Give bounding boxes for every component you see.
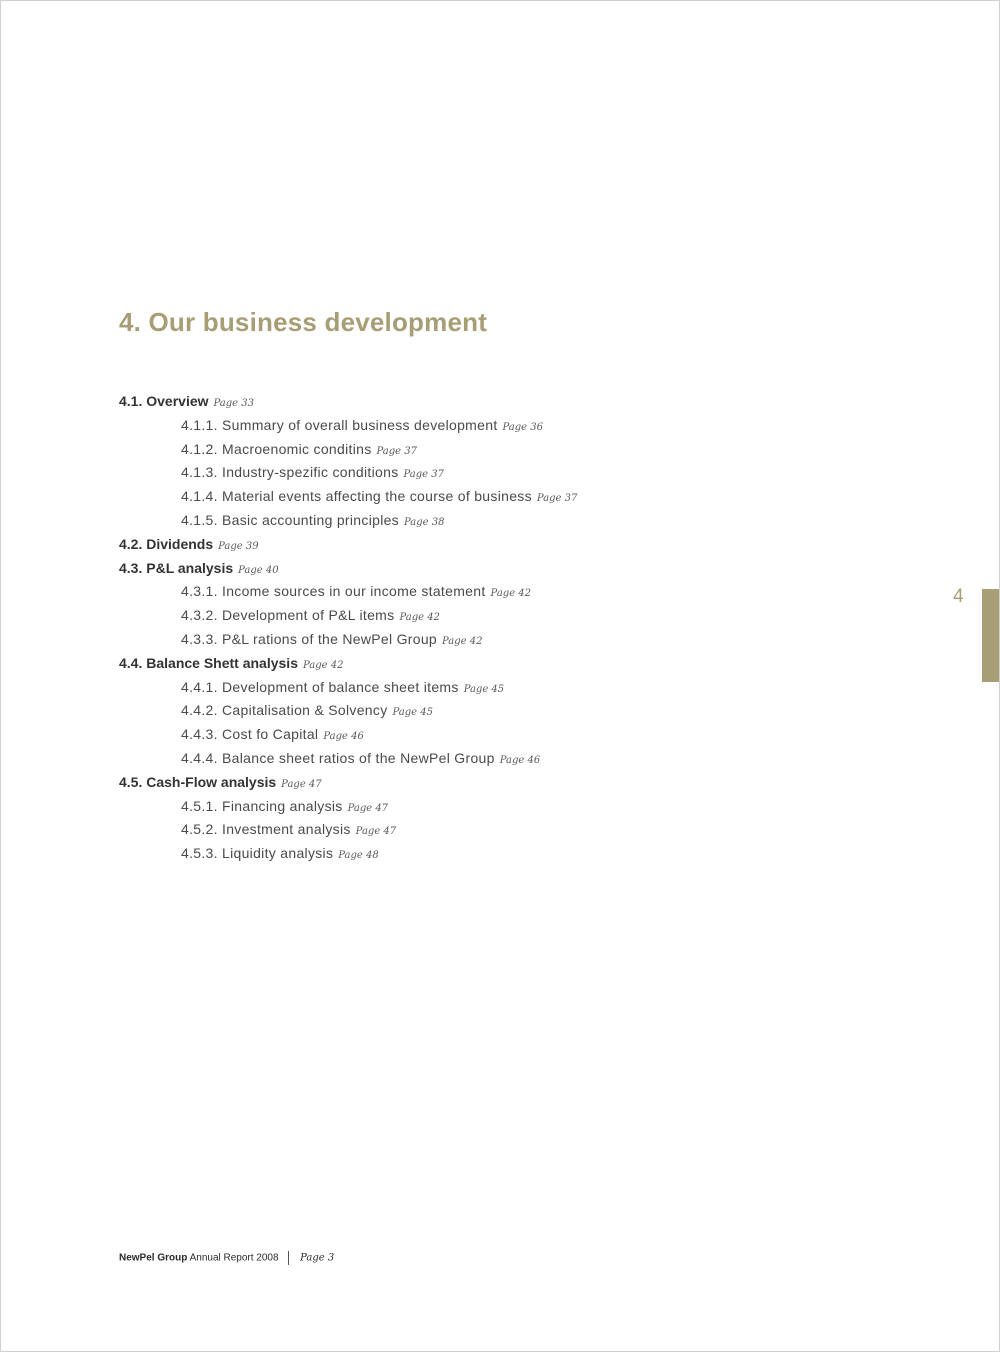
toc-subsection-entry <box>119 604 819 628</box>
toc-entry-label: 4.4.3. Cost fo Capital <box>181 726 319 743</box>
toc-entry-label: 4.4.4. Balance sheet ratios of the NewPel Group <box>181 749 495 766</box>
toc-entry-label: 4.5.2. Investment analysis <box>181 821 351 838</box>
toc-entry-page: Page 46 <box>499 754 541 766</box>
toc-entry-label: 4.1.5. Basic accounting principles <box>181 511 399 528</box>
toc-subsection-entry <box>119 747 819 771</box>
toc-subsection-entry <box>119 723 819 747</box>
toc-entry-label: 4.1.1. Summary of overall business development <box>181 416 498 433</box>
toc-entry-page: Page 37 <box>376 445 417 457</box>
toc-entry-label: 4.4. Balance Shett analysis <box>119 654 298 671</box>
toc-entry-page: Page 42 <box>442 635 483 647</box>
toc-entry-label: 4.1.4. Material events affecting the course of business <box>181 488 532 505</box>
toc-subsection-entry <box>119 818 819 842</box>
footer-brand: NewPel Group <box>119 1252 188 1264</box>
toc-section-entry <box>119 771 819 795</box>
toc-entry-page: Page 39 <box>218 540 259 552</box>
toc-subsection-entry <box>119 485 819 509</box>
chapter-tab-marker <box>982 589 1000 682</box>
toc-entry-label: 4.4.2. Capitalisation & Solvency <box>181 702 388 719</box>
toc-entry-label: 4.5. Cash-Flow analysis <box>119 773 277 790</box>
toc-subsection-entry <box>119 580 819 604</box>
footer-separator <box>288 1251 289 1265</box>
footer-page-number: Page 3 <box>300 1252 335 1264</box>
toc-subsection-entry <box>119 438 819 462</box>
page-footer <box>119 1251 334 1265</box>
toc-entry-label: 4.3. P&L analysis <box>119 559 234 576</box>
toc-subsection-entry <box>119 676 819 700</box>
toc-subsection-entry <box>119 509 819 533</box>
toc-section-entry <box>119 390 819 414</box>
toc-entry-page: Page 47 <box>281 778 322 790</box>
toc-entry-page: Page 37 <box>403 469 444 481</box>
toc-entry-page: Page 42 <box>490 588 532 600</box>
toc-section-entry <box>119 652 819 676</box>
toc-entry-label: 4.5.1. Financing analysis <box>181 797 343 814</box>
footer-report-title: Annual Report 2008 <box>189 1252 279 1264</box>
toc-section-entry <box>119 533 819 557</box>
toc-entry-page: Page 40 <box>238 564 279 576</box>
toc-entry-label: 4.2. Dividends <box>119 535 214 552</box>
toc-entry-label: 4.1.2. Macroenomic conditins <box>181 440 372 457</box>
toc-entry-page: Page 37 <box>536 493 578 505</box>
toc-entry-page: Page 42 <box>302 659 344 671</box>
toc-entry-page: Page 33 <box>213 398 254 409</box>
toc-entry-label: 4.1. Overview <box>119 393 209 409</box>
toc-section-entry <box>119 557 819 581</box>
toc-subsection-entry <box>119 414 819 438</box>
toc-entry-label: 4.4.1. Development of balance sheet items <box>181 678 459 695</box>
toc-entry-page: Page 47 <box>347 802 389 814</box>
toc-entry-page: Page 45 <box>463 683 505 695</box>
chapter-tab-number: 4 <box>953 586 964 607</box>
toc-entry-page: Page 46 <box>323 731 364 743</box>
toc-subsection-entry <box>119 628 819 652</box>
toc-subsection-entry <box>119 461 819 485</box>
toc-entry-page: Page 38 <box>404 516 445 528</box>
toc-subsection-entry <box>119 842 819 866</box>
toc-entry-label: 4.5.3. Liquidity analysis <box>181 845 334 862</box>
toc-entry-page: Page 42 <box>399 612 440 624</box>
toc-subsection-entry <box>119 699 819 723</box>
toc-entry-label: 4.3.1. Income sources in our income statement <box>181 583 486 600</box>
toc-entry-label: 4.3.3. P&L rations of the NewPel Group <box>181 630 438 647</box>
toc-entry-page: Page 45 <box>392 707 433 719</box>
toc-entry-page: Page 48 <box>338 850 379 862</box>
chapter-title: 4. Our business development <box>119 307 488 337</box>
toc-entry-page: Page 47 <box>355 826 397 838</box>
toc-subsection-entry <box>119 795 819 819</box>
toc-entry-label: 4.3.2. Development of P&L items <box>181 607 395 624</box>
toc-entry-page: Page 36 <box>502 421 543 433</box>
table-of-contents <box>119 390 819 866</box>
toc-entry-label: 4.1.3. Industry-spezific conditions <box>181 464 399 481</box>
